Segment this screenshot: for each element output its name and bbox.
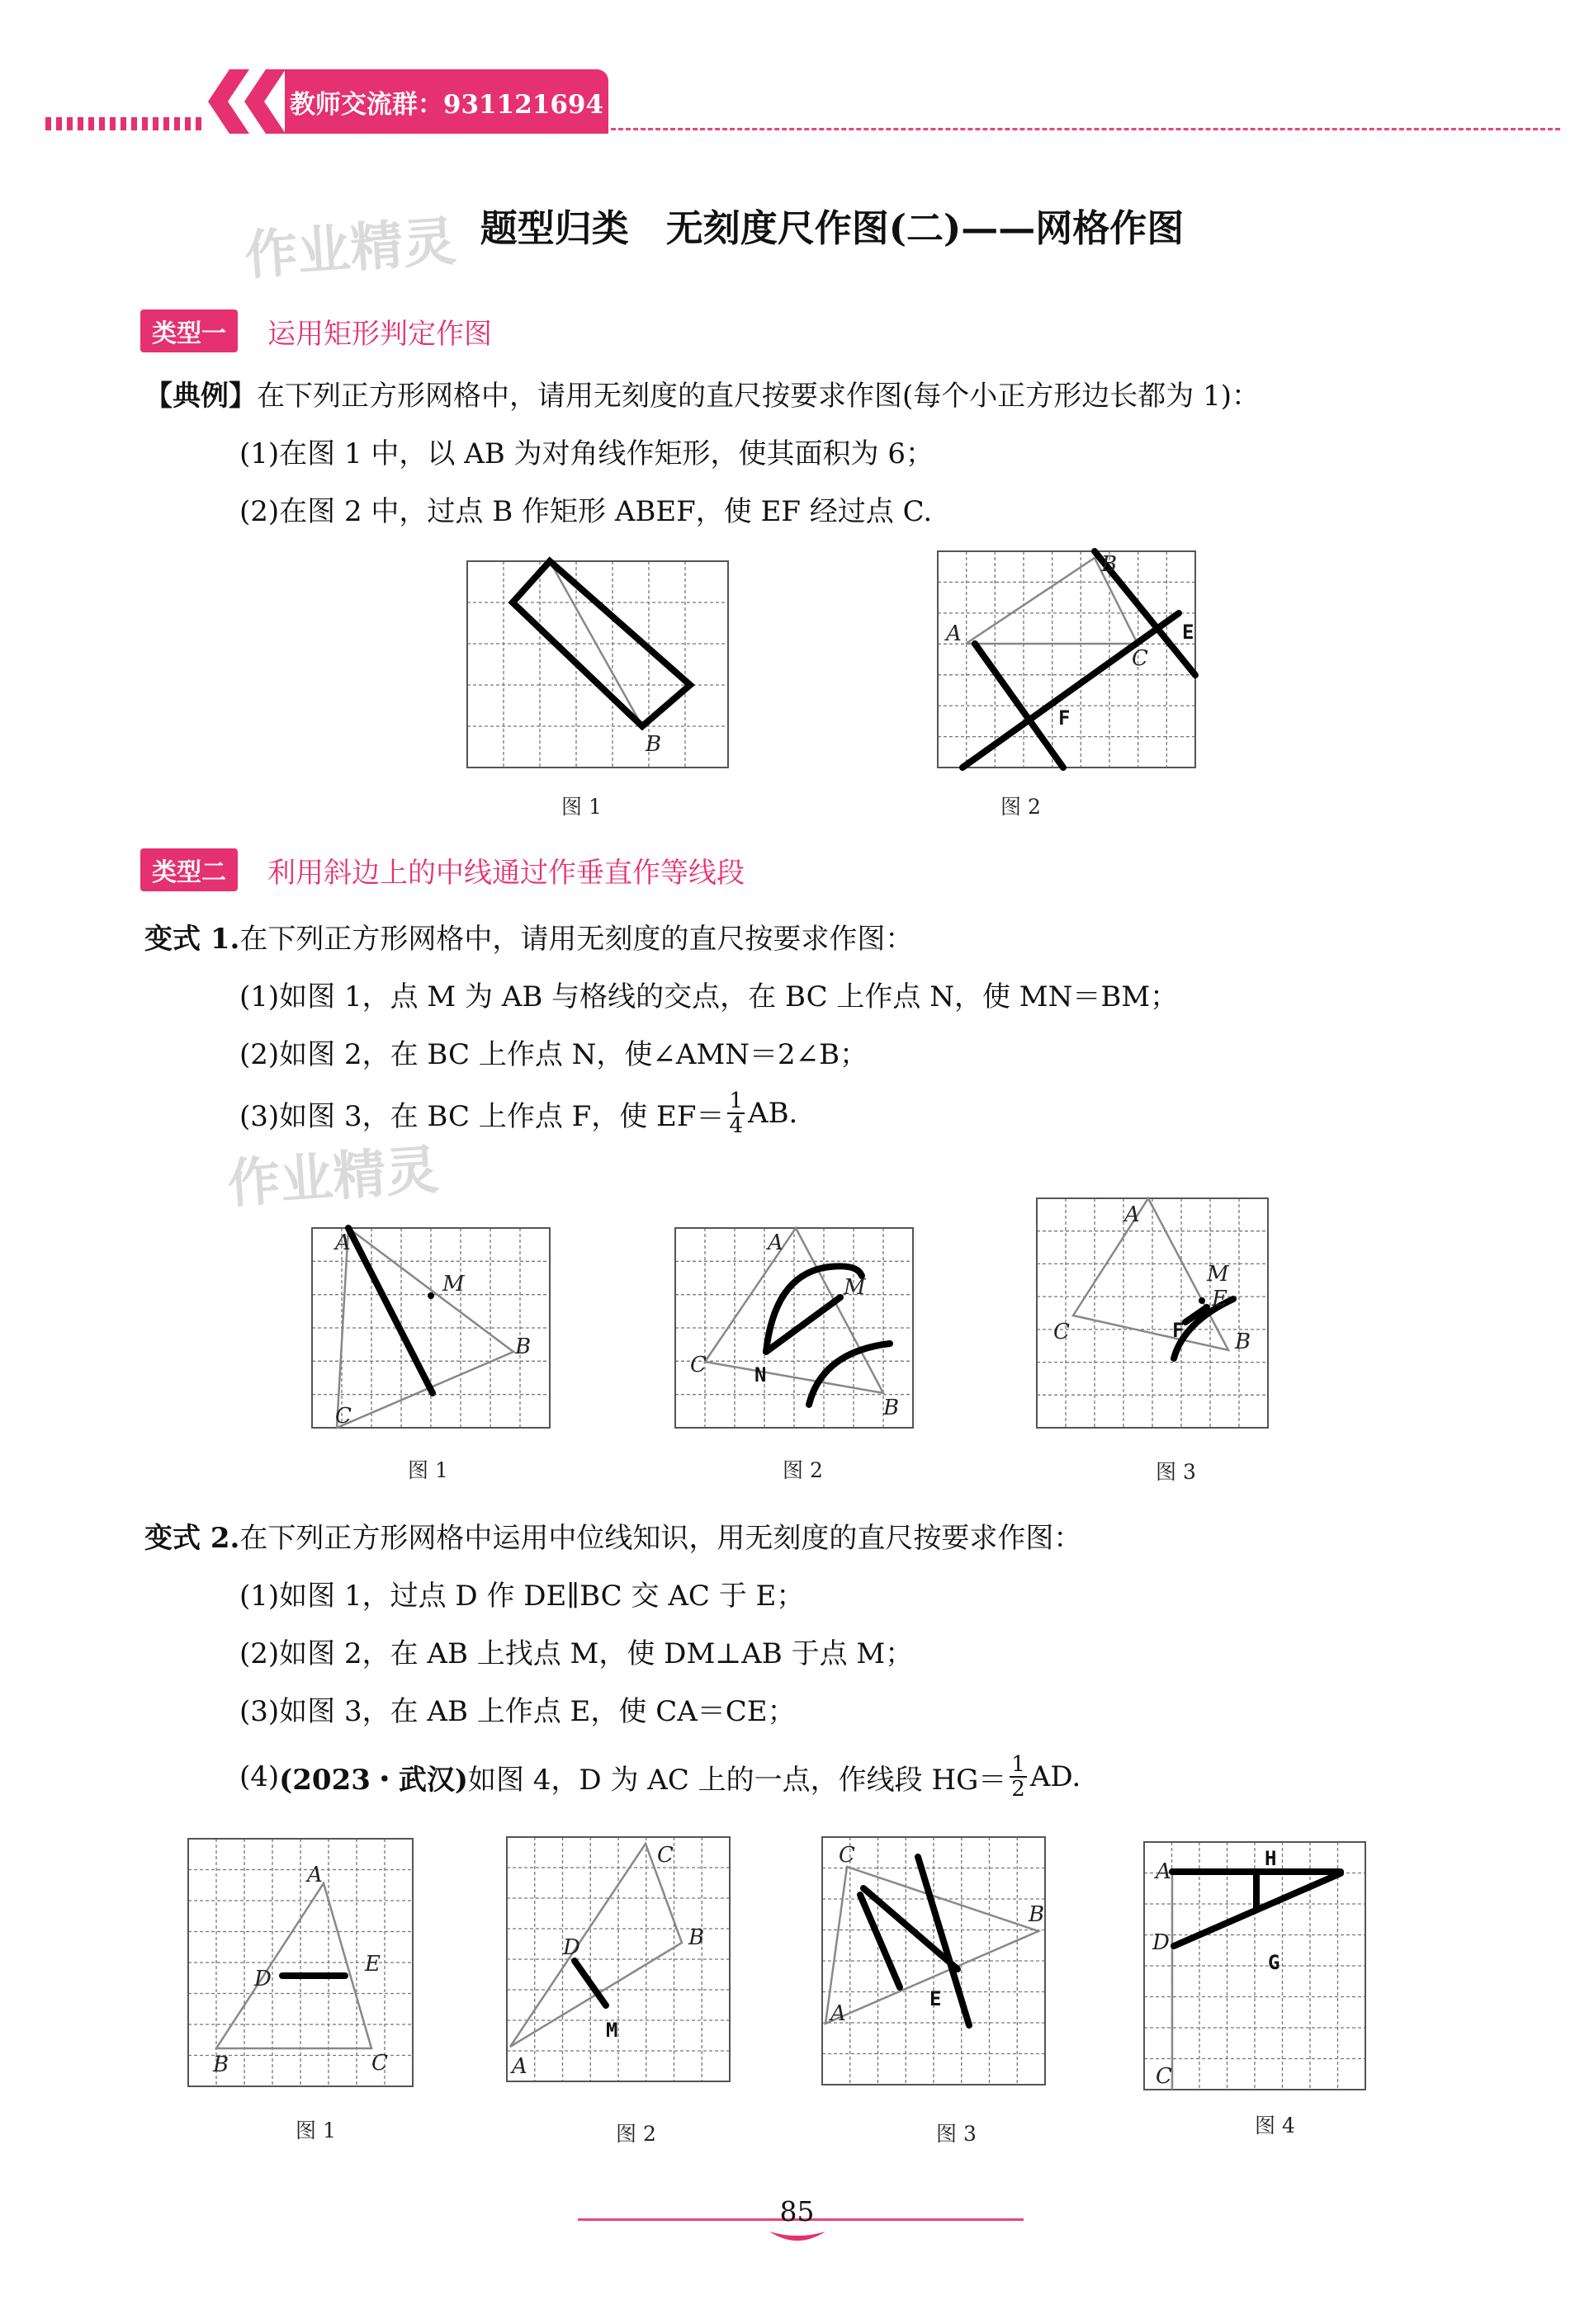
variant2-figure-4 bbox=[1144, 1842, 1365, 2090]
variant2-intro bbox=[144, 1515, 1081, 1556]
example-figure-1 bbox=[467, 561, 728, 768]
label-B: B bbox=[1101, 552, 1118, 577]
type1-header bbox=[140, 309, 492, 352]
variant1-q1: (1)如图 1，点 M 为 AB 与格线的交点，在 BC 上作点 N，使 MN＝BM； bbox=[239, 980, 1179, 1013]
label-N: N bbox=[754, 1363, 767, 1386]
chevron-left-icon bbox=[241, 69, 286, 134]
example-fig2-caption: 图 2 bbox=[1000, 795, 1041, 819]
label-A: A bbox=[512, 2054, 527, 2079]
label-A: A bbox=[307, 1863, 323, 1887]
variant1-q2: (2)如图 2，在 BC 上作点 N，使∠AMN＝2∠B； bbox=[239, 1038, 868, 1071]
variant1-figure-3 bbox=[1037, 1198, 1268, 1428]
variant2-q4-source: (2023・武汉) bbox=[279, 1763, 468, 1797]
type2-header bbox=[140, 848, 745, 891]
header-stripes bbox=[45, 117, 202, 130]
label-C: C bbox=[1132, 646, 1148, 671]
example-lead: 【典例】 bbox=[144, 380, 257, 413]
label-M: M bbox=[606, 2019, 618, 2042]
watermark: 作业精灵 bbox=[243, 211, 458, 287]
header-dashed-line bbox=[611, 128, 1560, 130]
label-A: A bbox=[946, 621, 962, 646]
example-q1: (1)在图 1 中，以 AB 为对角线作矩形，使其面积为 6； bbox=[239, 437, 934, 470]
label-E: E bbox=[365, 1952, 381, 1977]
example-intro-text: 在下列正方形网格中，请用无刻度的直尺按要求作图(每个小正方形边长都为 1)： bbox=[257, 380, 1260, 413]
label-M: M bbox=[442, 1272, 465, 1297]
variant2-q2: (2)如图 2，在 AB 上找点 M，使 DM⊥AB 于点 M； bbox=[239, 1637, 914, 1670]
variant1-intro-text: 在下列正方形网格中，请用无刻度的直尺按要求作图： bbox=[239, 923, 914, 956]
label-B: B bbox=[688, 1925, 705, 1950]
label-C: C bbox=[1156, 2064, 1172, 2089]
label-B: B bbox=[883, 1396, 900, 1420]
variant2-fig1-caption: 图 1 bbox=[296, 2119, 336, 2142]
variant1-figure-1 bbox=[312, 1228, 550, 1428]
label-F: F bbox=[1058, 706, 1071, 730]
label-B: B bbox=[1235, 1330, 1251, 1354]
label-C: C bbox=[371, 2051, 388, 2076]
label-C: C bbox=[1053, 1320, 1070, 1344]
example-figure-2 bbox=[938, 551, 1195, 768]
label-D: D bbox=[254, 1967, 272, 1991]
page-number: 85 bbox=[779, 2195, 815, 2227]
variant1-q3-pre: (3)如图 3，在 BC 上作点 F，使 EF＝ bbox=[239, 1099, 725, 1133]
variant2-fig4-caption: 图 4 bbox=[1255, 2114, 1295, 2137]
label-C: C bbox=[335, 1404, 352, 1429]
variant2-lead: 变式 2. bbox=[144, 1522, 240, 1555]
variant1-q3-post: AB. bbox=[748, 1097, 798, 1130]
label-C: C bbox=[657, 1843, 674, 1868]
label-D: D bbox=[563, 1935, 580, 1960]
variant1-intro bbox=[144, 916, 913, 957]
variant2-q1: (1)如图 1，过点 D 作 DE∥BC 交 AC 于 E； bbox=[239, 1580, 805, 1613]
label-A: A bbox=[335, 1230, 351, 1255]
label-E: E bbox=[929, 1987, 942, 2010]
label-A: A bbox=[1124, 1202, 1140, 1227]
variant2-q4-post: AD. bbox=[1029, 1760, 1081, 1793]
variant1-fig2-caption: 图 2 bbox=[783, 1458, 823, 1482]
label-D: D bbox=[1152, 1930, 1170, 1955]
variant2-fig3-caption: 图 3 bbox=[936, 2122, 977, 2146]
fraction bbox=[1010, 1753, 1027, 1801]
variant2-fig2-caption: 图 2 bbox=[616, 2122, 656, 2146]
type1-badge: 类型一 bbox=[140, 309, 238, 352]
type2-title: 利用斜边上的中线通过作垂直作等线段 bbox=[267, 856, 745, 890]
grid bbox=[467, 561, 728, 768]
label-M: M bbox=[844, 1275, 866, 1300]
example-intro bbox=[144, 373, 1260, 413]
label-B: B bbox=[646, 732, 662, 757]
example-fig1-caption: 图 1 bbox=[561, 795, 602, 819]
variant1-fig1-caption: 图 1 bbox=[408, 1458, 448, 1482]
label-B: B bbox=[515, 1334, 532, 1359]
label-E: E bbox=[1182, 621, 1194, 644]
variant2-q4-mid: 如图 4，D 为 AC 上的一点，作线段 HG＝ bbox=[467, 1763, 1007, 1797]
teacher-group-tab bbox=[285, 69, 608, 134]
label-B: B bbox=[213, 2052, 229, 2077]
variant2-intro-text: 在下列正方形网格中运用中位线知识，用无刻度的直尺按要求作图： bbox=[239, 1522, 1082, 1555]
variant2-figure-1 bbox=[188, 1839, 413, 2086]
type2-badge: 类型二 bbox=[140, 848, 238, 891]
variant2-figure-3 bbox=[822, 1837, 1045, 2085]
example-q2: (2)在图 2 中，过点 B 作矩形 ABEF，使 EF 经过点 C. bbox=[239, 495, 933, 528]
watermark: 作业精灵 bbox=[225, 1140, 441, 1216]
fraction-den: 4 bbox=[729, 1113, 744, 1138]
fraction-num: 1 bbox=[729, 1089, 744, 1113]
variant1-fig3-caption: 图 3 bbox=[1156, 1460, 1196, 1484]
teacher-group-label: 教师交流群：931121694 bbox=[289, 89, 604, 120]
label-C: C bbox=[690, 1353, 707, 1377]
label-M: M bbox=[1207, 1262, 1229, 1287]
fraction-num: 1 bbox=[1011, 1752, 1025, 1777]
variant2-figure-2 bbox=[507, 1837, 730, 2081]
label-A: A bbox=[1156, 1859, 1171, 1884]
variant2-q4-pre: (4) bbox=[239, 1760, 280, 1793]
label-A: A bbox=[830, 2001, 846, 2026]
label-B: B bbox=[1029, 1902, 1045, 1927]
footer-ornament-icon bbox=[768, 2228, 827, 2245]
label-A: A bbox=[768, 1230, 783, 1255]
page-title: 题型归类 无刻度尺作图(二)——网格作图 bbox=[480, 206, 1185, 250]
fraction-den: 2 bbox=[1011, 1777, 1025, 1802]
label-C: C bbox=[839, 1843, 855, 1868]
fraction bbox=[727, 1089, 745, 1137]
variant1-figure-2 bbox=[675, 1228, 913, 1428]
type1-title: 运用矩形判定作图 bbox=[267, 317, 492, 351]
variant2-q3: (3)如图 3，在 AB 上作点 E，使 CA＝CE； bbox=[239, 1695, 796, 1728]
variant2-q4 bbox=[239, 1753, 1081, 1801]
label-H: H bbox=[1265, 1847, 1277, 1870]
label-F: F bbox=[1172, 1319, 1185, 1342]
variant1-q3 bbox=[239, 1089, 797, 1137]
variant1-lead: 变式 1. bbox=[144, 923, 240, 956]
label-G: G bbox=[1268, 1951, 1280, 1974]
label-E: E bbox=[1212, 1287, 1227, 1311]
